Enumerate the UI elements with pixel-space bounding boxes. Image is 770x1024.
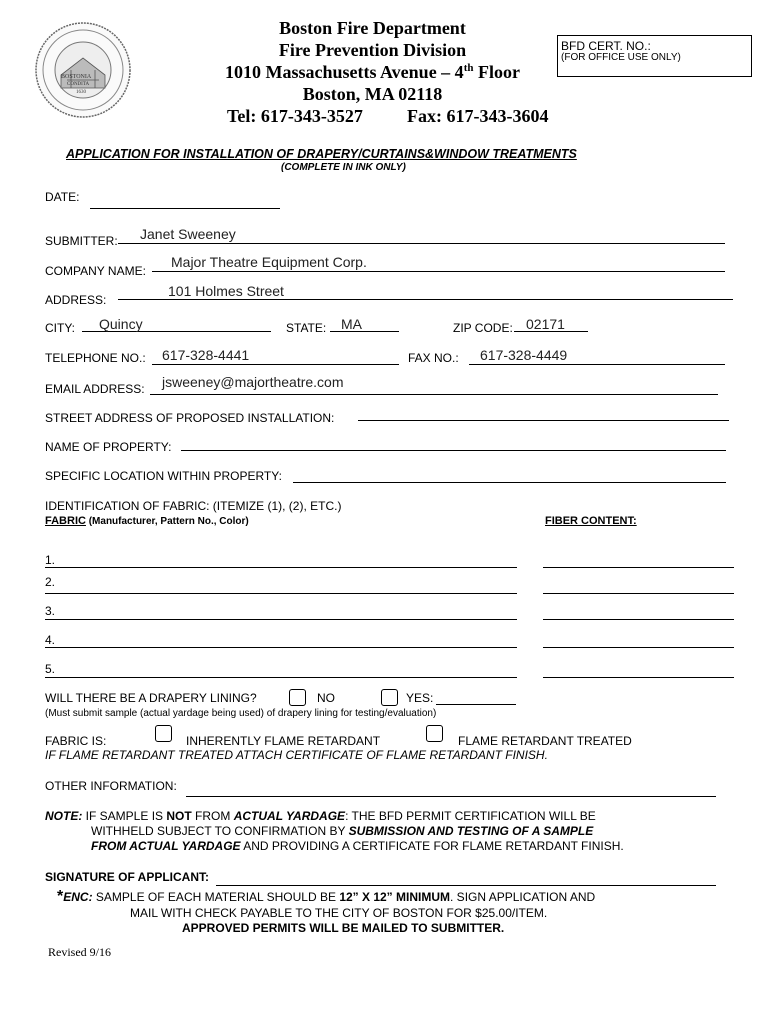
fabric-item-3-field[interactable] [45, 619, 517, 620]
header-tel: Tel: 617-343-3527 [227, 106, 363, 126]
enc-text-1: SAMPLE OF EACH MATERIAL SHOULD BE [92, 890, 340, 904]
state-label: STATE: [286, 321, 327, 335]
note-providing: AND PROVIDING A CERTIFICATE FOR FLAME RETARDANT FINISH. [240, 839, 624, 853]
header-fax: Fax: 617-343-3604 [407, 106, 549, 126]
fabric-item-4: 4. [45, 633, 56, 647]
zip-value: 02171 [526, 316, 565, 332]
fiber-item-4-field[interactable] [543, 647, 734, 648]
note-withheld: WITHHELD SUBJECT TO CONFIRMATION BY [91, 824, 349, 838]
header-address [175, 62, 570, 83]
note-not: NOT [166, 809, 192, 823]
note-line-3 [91, 839, 624, 853]
other-info-field[interactable] [186, 796, 716, 797]
note-actual-yardage: ACTUAL YARDAGE [233, 809, 346, 823]
enc-line-1 [57, 888, 595, 906]
form-subtitle: (COMPLETE IN INK ONLY) [281, 162, 406, 173]
date-field[interactable] [90, 208, 280, 209]
company-value: Major Theatre Equipment Corp. [171, 254, 367, 270]
fabric-item-5: 5. [45, 662, 56, 676]
lining-no-checkbox[interactable] [289, 689, 306, 706]
fabric-item-4-field[interactable] [45, 647, 517, 648]
fabric-is-label: FABRIC IS: [45, 734, 107, 748]
fiber-item-1-field[interactable] [543, 567, 734, 568]
address-value: 101 Holmes Street [168, 283, 284, 299]
location-field[interactable] [293, 482, 726, 483]
fr-certificate-note: IF FLAME RETARDANT TREATED ATTACH CERTIFICATE OF FLAME RETARDANT FINISH. [45, 748, 548, 762]
header-address-main: 1010 Massachusetts Avenue – 4 [225, 62, 464, 82]
fr-treated-checkbox[interactable] [426, 725, 443, 742]
header-address-floor: Floor [473, 62, 520, 82]
note-text-3: : THE BFD PERMIT CERTIFICATION WILL BE [345, 809, 596, 823]
submitter-value: Janet Sweeney [140, 226, 236, 242]
address-label: ADDRESS: [45, 293, 107, 307]
company-field[interactable] [152, 271, 725, 272]
inherently-fr-label: INHERENTLY FLAME RETARDANT [186, 734, 381, 748]
cert-box [557, 35, 752, 77]
city-label: CITY: [45, 321, 76, 335]
property-name-label: NAME OF PROPERTY: [45, 440, 172, 454]
seal-text-2: CONDITA [67, 82, 90, 87]
header-address-sup: th [463, 62, 474, 74]
state-value: MA [341, 316, 362, 332]
signature-label: SIGNATURE OF APPLICANT: [45, 870, 209, 884]
enc-line-3: APPROVED PERMITS WILL BE MAILED TO SUBMITTER. [182, 921, 505, 935]
city-value: Quincy [99, 316, 143, 332]
boston-seal [33, 20, 133, 120]
fiber-item-3-field[interactable] [543, 619, 734, 620]
enc-label: ENC: [63, 890, 93, 904]
enc-star: * [57, 888, 64, 905]
submitter-field[interactable] [118, 243, 725, 244]
note-from-actual: FROM ACTUAL YARDAGE [91, 839, 241, 853]
fabric-item-1-field[interactable] [45, 567, 517, 568]
fabric-column-header [45, 515, 249, 527]
fiber-item-5-field[interactable] [543, 677, 734, 678]
zip-label: ZIP CODE: [453, 321, 513, 335]
lining-yes-label: YES: [406, 691, 434, 705]
fabric-desc: (Manufacturer, Pattern No., Color) [85, 516, 249, 527]
enc-text-2: . SIGN APPLICATION AND [450, 890, 596, 904]
fiber-item-2-field[interactable] [543, 593, 734, 594]
seal-text-1: BOSTONIA [61, 74, 92, 80]
email-field[interactable] [150, 394, 718, 395]
location-label: SPECIFIC LOCATION WITHIN PROPERTY: [45, 469, 282, 483]
enc-size: 12” X 12” MINIMUM [339, 890, 451, 904]
enc-line-2: MAIL WITH CHECK PAYABLE TO THE CITY OF BOSTON FOR $25.00/ITEM. [130, 906, 548, 920]
fabric-word: FABRIC [45, 515, 86, 527]
fabric-item-2-field[interactable] [45, 593, 517, 594]
fabric-ident-label: IDENTIFICATION OF FABRIC: (ITEMIZE (1), (2), ETC.) [45, 499, 342, 513]
telephone-field[interactable] [152, 364, 399, 365]
property-name-field[interactable] [181, 450, 726, 451]
note-label: NOTE: [45, 809, 83, 823]
cert-label: BFD CERT. NO.: [561, 39, 651, 53]
email-value: jsweeney@majortheatre.com [162, 374, 344, 390]
header-city: Boston, MA 02118 [302, 84, 443, 104]
fax-label: FAX NO.: [408, 351, 459, 365]
note-submission: SUBMISSION AND TESTING OF A SAMPLE [348, 824, 594, 838]
fabric-item-2: 2. [45, 575, 56, 589]
install-address-label: STREET ADDRESS OF PROPOSED INSTALLATION: [45, 411, 335, 425]
lining-no-label: NO [317, 691, 335, 705]
telephone-label: TELEPHONE NO.: [45, 351, 146, 365]
inherently-fr-checkbox[interactable] [155, 725, 172, 742]
fabric-item-1: 1. [45, 553, 56, 567]
install-address-field[interactable] [358, 420, 729, 421]
note-line-2 [91, 824, 593, 838]
cert-sub: (FOR OFFICE USE ONLY) [561, 52, 681, 63]
lining-question: WILL THERE BE A DRAPERY LINING? [45, 691, 257, 705]
fabric-item-3: 3. [45, 604, 56, 618]
fax-field[interactable] [469, 364, 725, 365]
email-label: EMAIL ADDRESS: [45, 382, 145, 396]
lining-yes-field[interactable] [436, 704, 516, 705]
note-text-1: IF SAMPLE IS [82, 809, 167, 823]
header-division: Fire Prevention Division [278, 40, 467, 60]
header-dept: Boston Fire Department [279, 18, 466, 38]
address-field[interactable] [118, 299, 733, 300]
fax-value: 617-328-4449 [480, 347, 568, 363]
form-title: APPLICATION FOR INSTALLATION OF DRAPERY/CURTAINS&WINDOW TREATMENTS [66, 147, 577, 161]
company-label: COMPANY NAME: [45, 264, 146, 278]
fr-treated-label: FLAME RETARDANT TREATED [458, 734, 632, 748]
seal-text-3: 1630 [76, 90, 86, 95]
lining-yes-checkbox[interactable] [381, 689, 398, 706]
signature-field[interactable] [216, 885, 716, 886]
note-line-1 [45, 809, 596, 823]
telephone-value: 617-328-4441 [162, 347, 250, 363]
fabric-item-5-field[interactable] [45, 677, 517, 678]
submitter-label: SUBMITTER: [45, 234, 118, 248]
note-text-2: FROM [191, 809, 234, 823]
revised-date: Revised 9/16 [48, 945, 111, 959]
lining-note: (Must submit sample (actual yardage being used) of drapery lining for testing/evaluation) [45, 708, 437, 719]
date-label: DATE: [45, 190, 80, 204]
other-info-label: OTHER INFORMATION: [45, 779, 177, 793]
fiber-content-header: FIBER CONTENT: [545, 515, 637, 527]
